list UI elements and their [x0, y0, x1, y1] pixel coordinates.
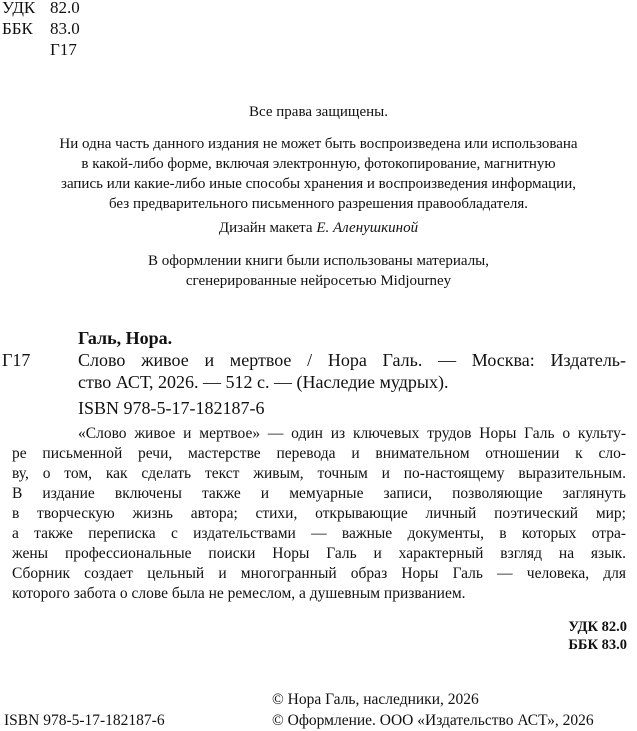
designer-name: Е. Аленушкиной [316, 220, 419, 236]
author-mark-biblio: Г17 [2, 350, 31, 370]
rights-title: Все права защищены. [249, 104, 388, 120]
design-credit [0, 218, 637, 238]
classification-top [2, 0, 80, 60]
isbn-biblio: ISBN 978-5-17-182187-6 [78, 398, 265, 418]
annotation-line: а также переписка с издательствами — важные документы, в которых отра- [12, 525, 626, 542]
ai-note [0, 251, 637, 291]
annotation-line: в творческую жизнь автора; стихи, открывающие личный поэтический мир; [12, 505, 626, 522]
rights-line: Ни одна часть данного издания не может быть воспроизведена или использована [59, 136, 578, 152]
annotation-line: жены профессиональные поиски Норы Галь и характерный взгляд на язык. [12, 545, 626, 562]
udk-key: УДК [2, 0, 36, 17]
udk-bottom: УДК 82.0 [568, 619, 627, 635]
rights-line: в какой-либо форме, включая электронную, фотокопирование, магнитную [81, 156, 556, 172]
annotation-line: ву, о том, как сделать текст живым, точным и по-настоящему выразительным. [12, 465, 626, 482]
ai-note-line: В оформлении книги были использованы материалы, [147, 253, 490, 269]
rights-line: без предварительного письменного разрешения правообладателя. [109, 196, 528, 212]
annotation-line: «Слово живое и мертвое» — один из ключевых трудов Норы Галь о культу- [78, 425, 626, 442]
rights-notice [0, 134, 637, 214]
biblio-title-line: ство АСТ, 2026. — 512 с. — (Наследие мудрых). [78, 372, 449, 392]
udk-line [2, 0, 80, 18]
design-label: Дизайн макета [218, 220, 313, 236]
annotation-last-line: которого забота о слове была не ремеслом, а душевным призванием. [12, 585, 466, 602]
rights-line: запись или какие-либо иные способы хранения и воспроизведения информации, [61, 176, 576, 192]
copyright-author: © Нора Галь, наследники, 2026 [272, 691, 479, 708]
author-heading: Галь, Нора. [78, 328, 173, 348]
copyright-design: © Оформление. ООО «Издательство АСТ», 2026 [272, 712, 594, 729]
author-mark-top: Г17 [50, 40, 77, 59]
bbk-value: 83.0 [50, 19, 80, 38]
ai-note-line: сгенерированные нейросетью Midjourney [185, 273, 452, 289]
annotation-line: ре письменной речи, мастерстве перевода и внимательном отношении к сло- [12, 445, 626, 462]
bbk-key: ББК [2, 19, 33, 38]
udk-value: 82.0 [50, 0, 80, 17]
annotation-line: В издание включены также и мемуарные записи, позволяющие заглянуть [12, 485, 626, 502]
author-mark-line [2, 39, 80, 60]
annotation-line: Сборник создает цельный и многогранный образ Норы Галь — человека, для [12, 565, 626, 582]
bbk-line [2, 18, 80, 39]
bbk-bottom: ББК 83.0 [568, 637, 627, 653]
biblio-title-line: Слово живое и мертвое / Нора Галь. — Москва: Издатель- [78, 350, 626, 370]
isbn-footer: ISBN 978-5-17-182187-6 [4, 712, 165, 729]
